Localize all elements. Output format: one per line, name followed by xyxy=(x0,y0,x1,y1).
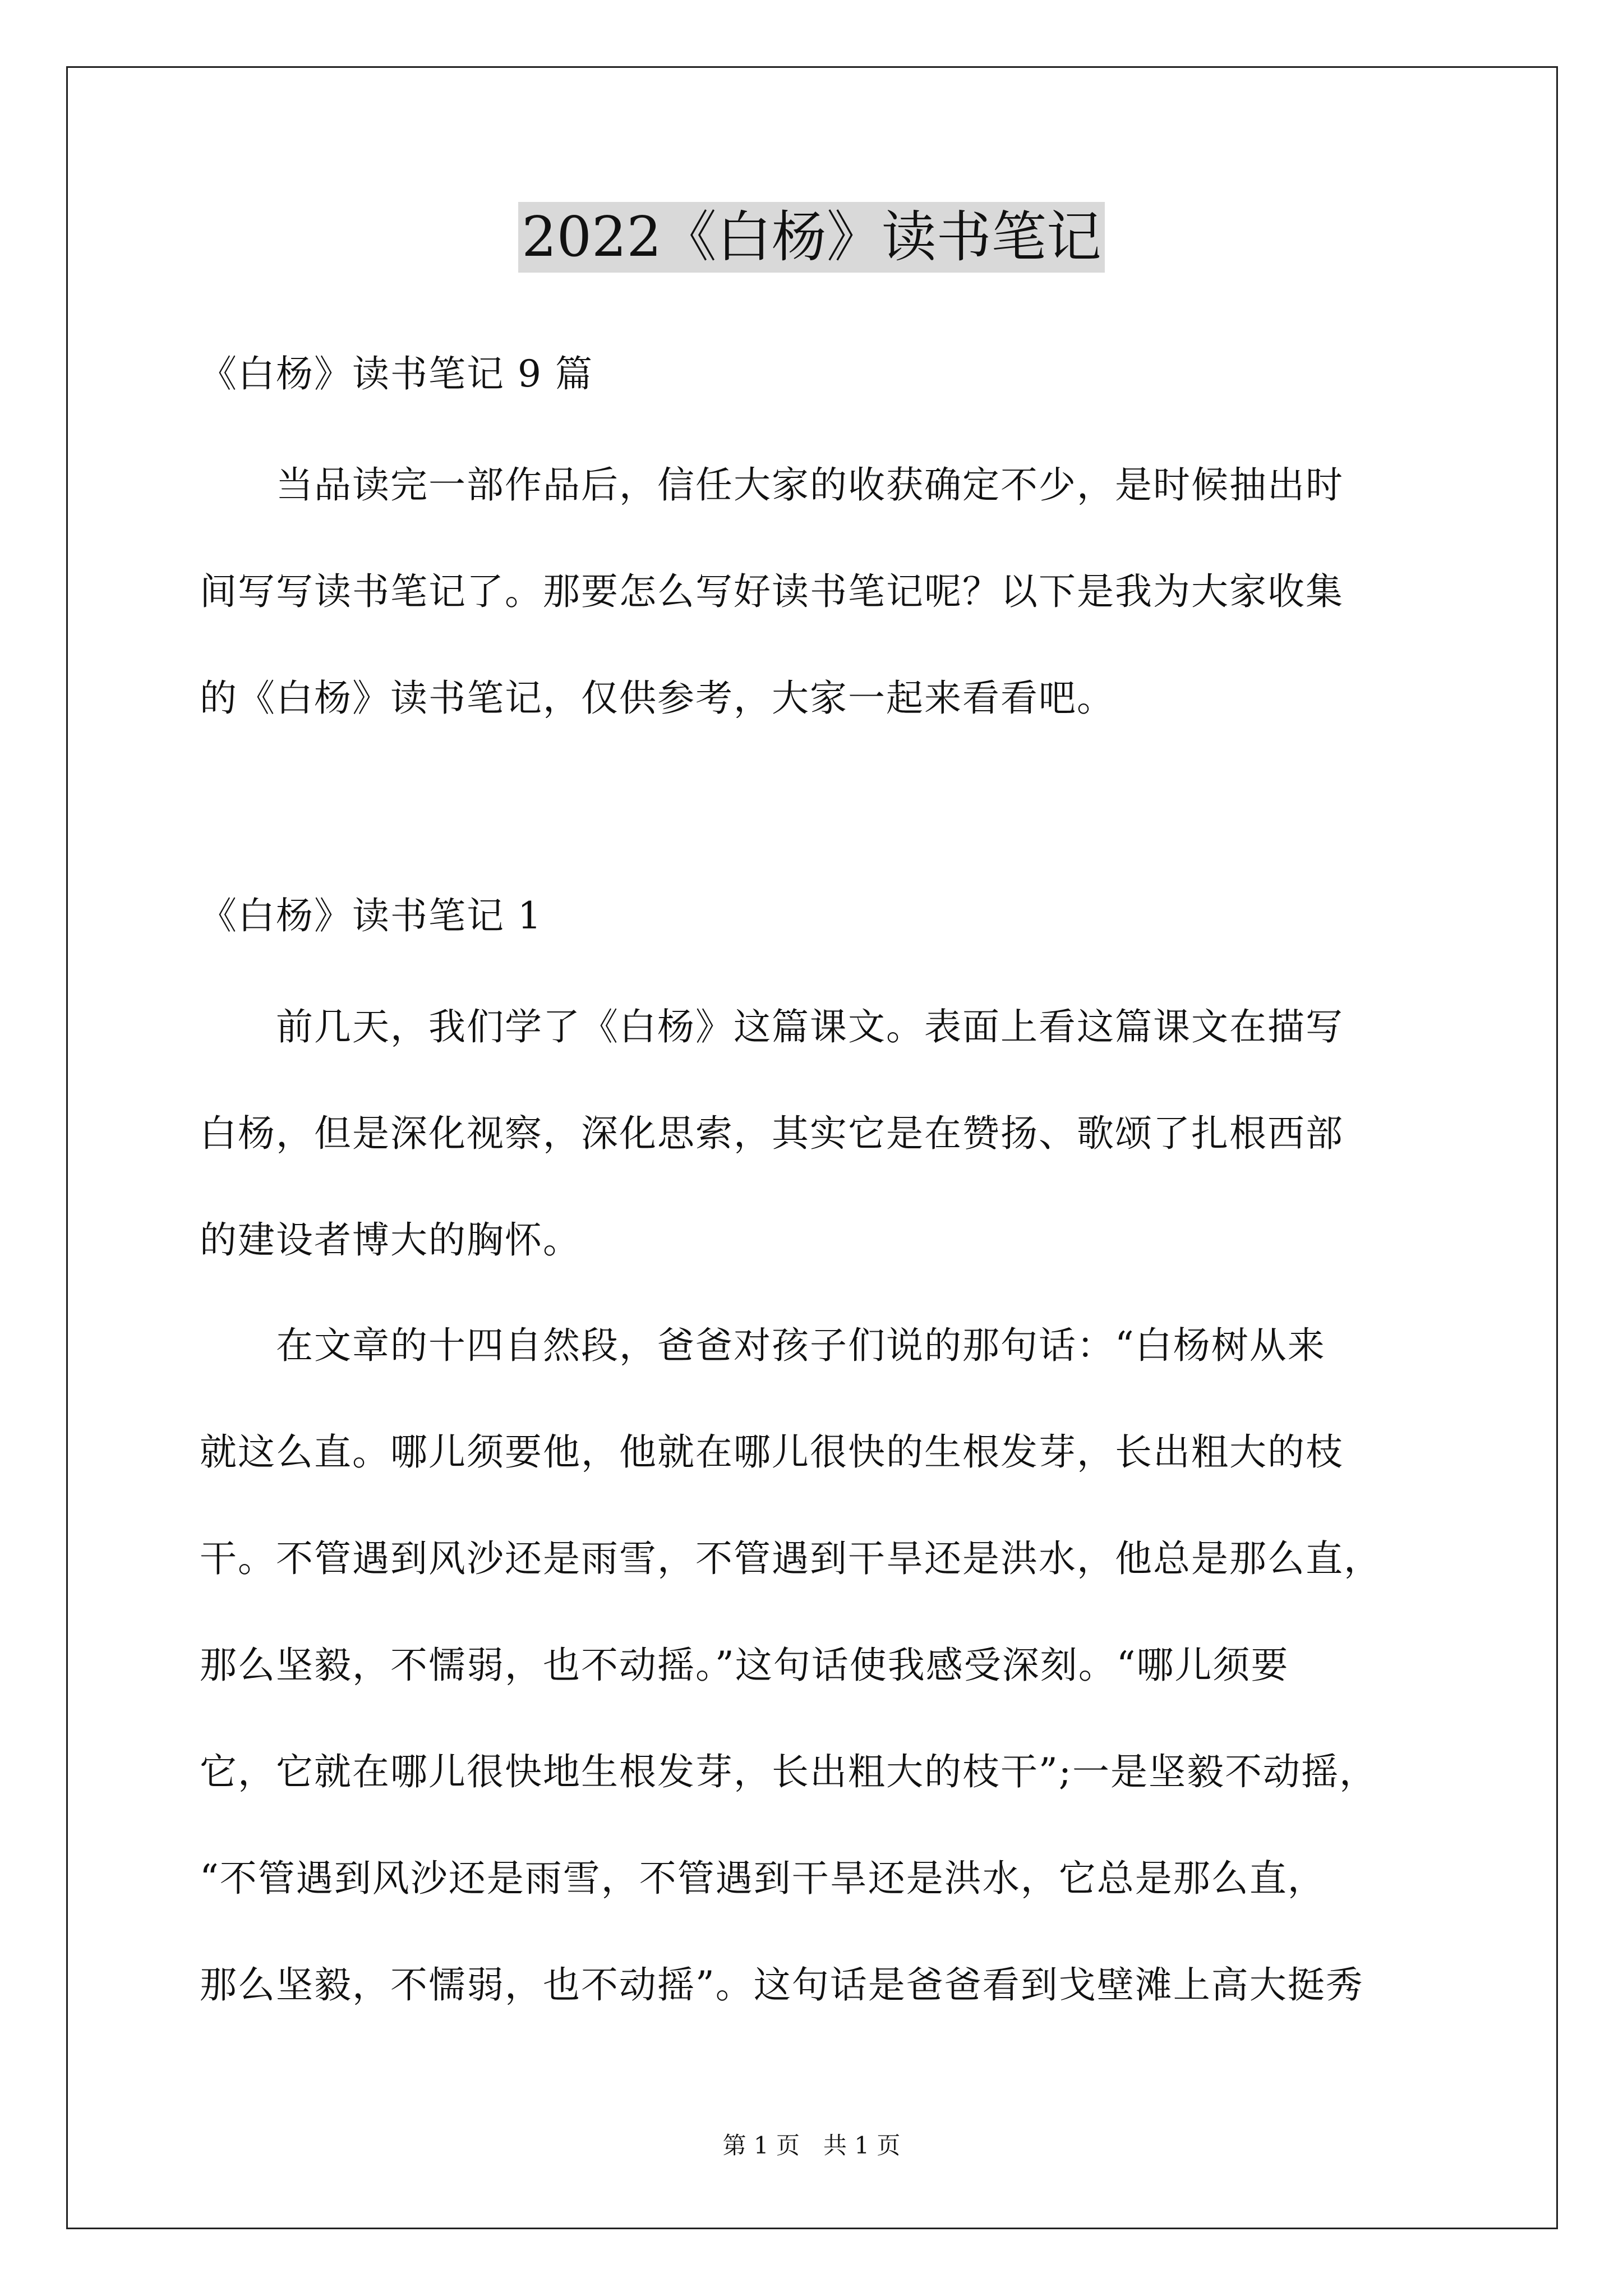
paragraph-line: 前几天，我们学了《白杨》这篇课文。表面上看这篇课文在描写 xyxy=(200,1005,1344,1048)
paragraph-line: 那么坚毅，不懦弱，也不动摇”。这句话是爸爸看到戈壁滩上高大挺秀 xyxy=(200,1963,1364,2007)
paragraph-line: 它，它就在哪儿很快地生根发芽，长出粗大的枝干”;一是坚毅不动摇， xyxy=(200,1750,1377,1793)
page-number-footer: 第 1 页 共 1 页 xyxy=(722,2132,901,2159)
paragraph-line: 那么坚毅，不懦弱，也不动摇。”这句话使我感受深刻。“哪儿须要 xyxy=(200,1644,1289,1687)
paragraph-line: 在文章的十四自然段，爸爸对孩子们说的那句话：“白杨树从来 xyxy=(200,1324,1326,1367)
paragraph-line: “不管遇到风沙还是雨雪，不管遇到干旱还是洪水，它总是那么直， xyxy=(200,1857,1326,1900)
paragraph-line: 就这么直。哪儿须要他，他就在哪儿很快的生根发芽，长出粗大的枝 xyxy=(200,1430,1344,1474)
paragraph-line: 当品读完一部作品后，信任大家的收获确定不少，是时候抽出时 xyxy=(200,463,1344,507)
document-title xyxy=(0,201,1623,274)
paragraph-line: 的《白杨》读书笔记，仅供参考，大家一起来看看吧。 xyxy=(200,677,1115,720)
paragraph-line: 白杨，但是深化视察，深化思索，其实它是在赞扬、歌颂了扎根西部 xyxy=(200,1112,1344,1155)
subtitle-line: 《白杨》读书笔记 9 篇 xyxy=(200,352,593,395)
paragraph-line: 干。不管遇到风沙还是雨雪，不管遇到干旱还是洪水，他总是那么直， xyxy=(200,1537,1382,1580)
section-heading: 《白杨》读书笔记 1 xyxy=(200,894,542,937)
paragraph-line: 的建设者博大的胸怀。 xyxy=(200,1218,581,1262)
document-title-text: 2022《白杨》读书笔记 xyxy=(518,202,1104,273)
paragraph-line: 间写写读书笔记了。那要怎么写好读书笔记呢？以下是我为大家收集 xyxy=(200,570,1344,613)
